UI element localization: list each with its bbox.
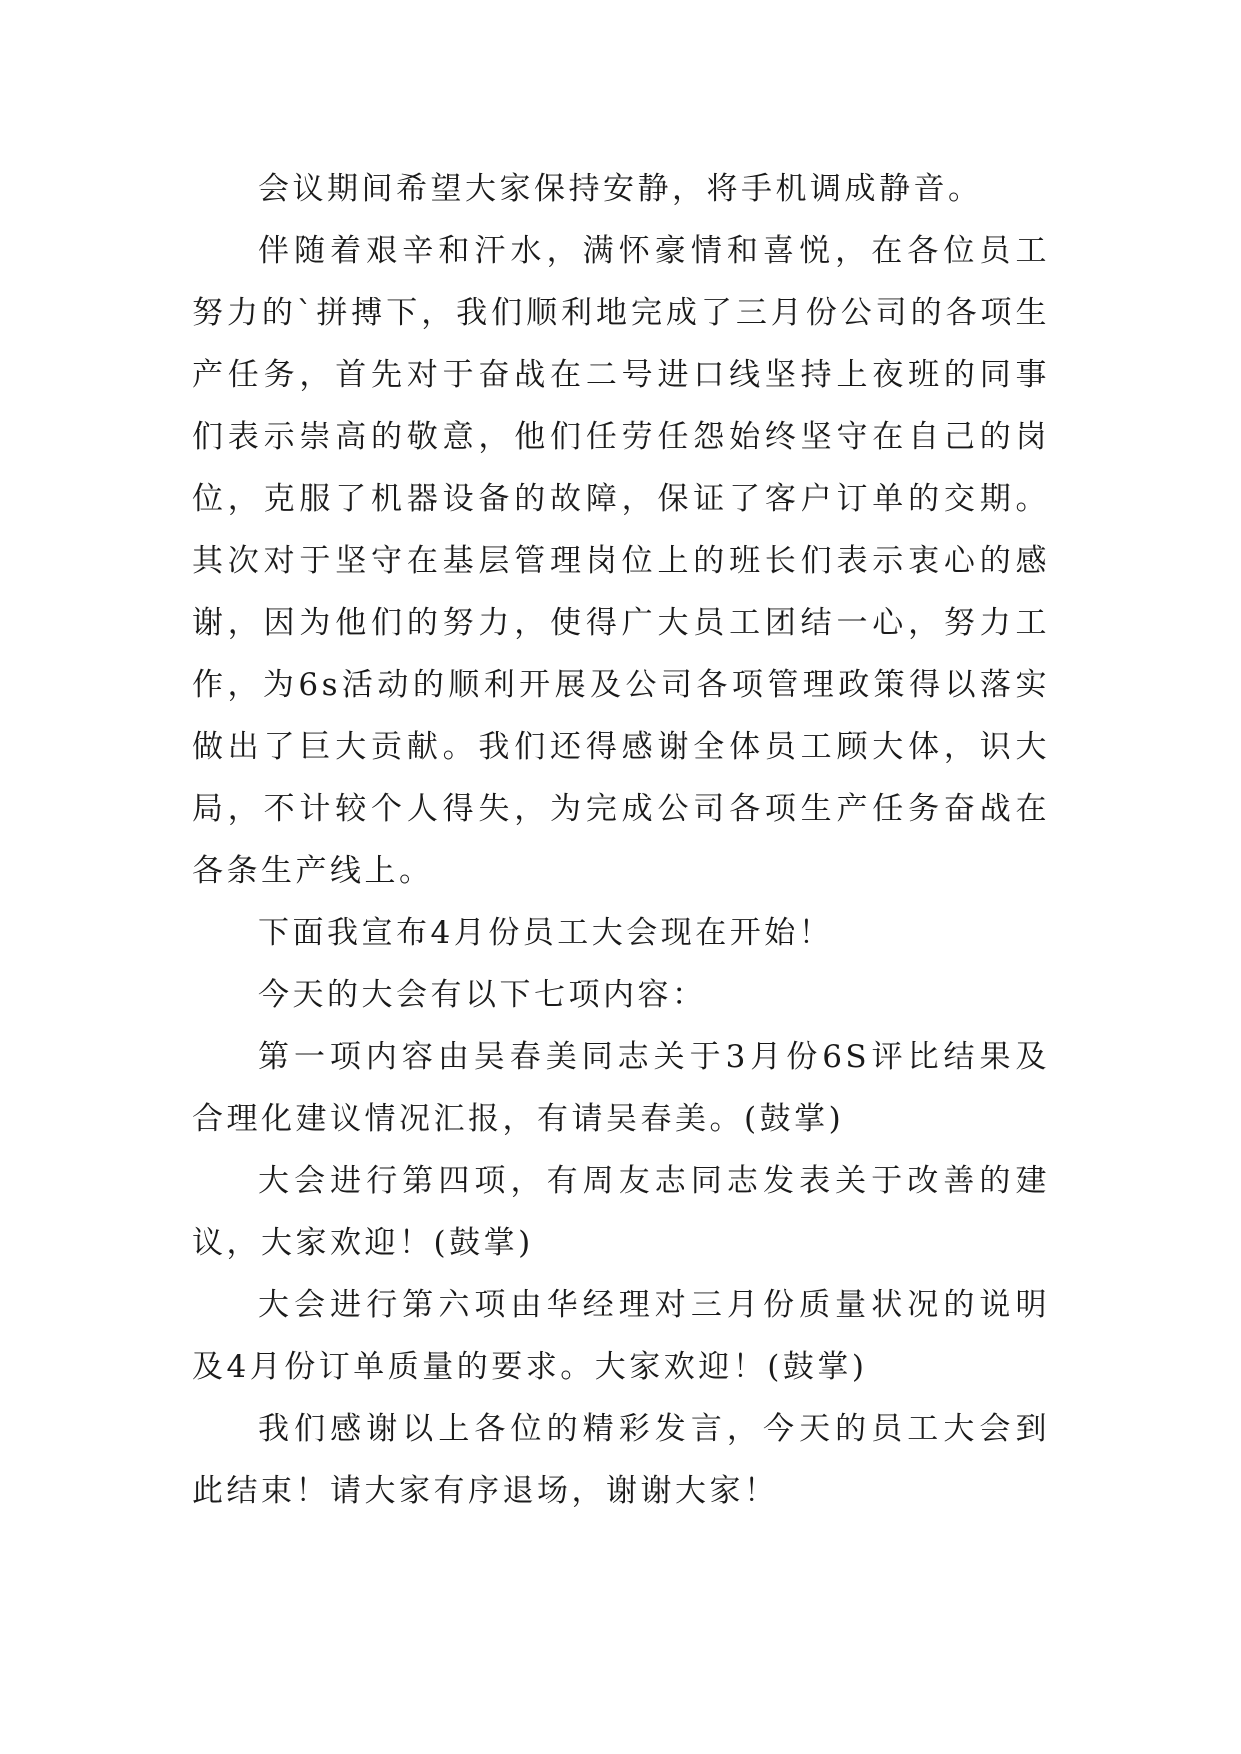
paragraph-opening-thanks: 伴随着艰辛和汗水，满怀豪情和喜悦，在各位员工努力的`拼搏下，我们顺利地完成了三月份公司的各项生产任务，首先对于奋战在二号进口线坚持上夜班的同事们表示崇高的敬意，他们任劳任怨始终坚守在自己的岗位，克服了机器设备的故障，保证了客户订单的交期。其次对于坚守在基层管理岗位上的班长们表示衷心的感谢，因为他们的努力，使得广大员工团结一心，努力工作，为6s活动的顺利开展及公司各项管理政策得以落实做出了巨大贡献。我们还得感谢全体员工顾大体，识大局，不计较个人得失，为完成公司各项生产任务奋战在各条生产线上。 <box>192 233 1050 889</box>
paragraph-silence-notice: 会议期间希望大家保持安静，将手机调成静音。 <box>258 171 983 207</box>
paragraph-closing: 我们感谢以上各位的精彩发言，今天的员工大会到此结束！请大家有序退场，谢谢大家！ <box>192 1411 1050 1509</box>
paragraph-item-one: 第一项内容由吴春美同志关于3月份6S评比结果及合理化建议情况汇报，有请吴春美。(鼓掌) <box>192 1039 1050 1137</box>
paragraph-item-six: 大会进行第六项由华经理对三月份质量状况的说明及4月份订单质量的要求。大家欢迎！(鼓掌) <box>192 1287 1050 1385</box>
paragraph-meeting-start: 下面我宣布4月份员工大会现在开始！ <box>258 915 834 951</box>
paragraph-item-four: 大会进行第四项，有周友志同志发表关于改善的建议，大家欢迎！(鼓掌) <box>192 1163 1050 1261</box>
document-body <box>192 158 1050 1522</box>
paragraph-agenda-intro: 今天的大会有以下七项内容： <box>258 977 707 1013</box>
